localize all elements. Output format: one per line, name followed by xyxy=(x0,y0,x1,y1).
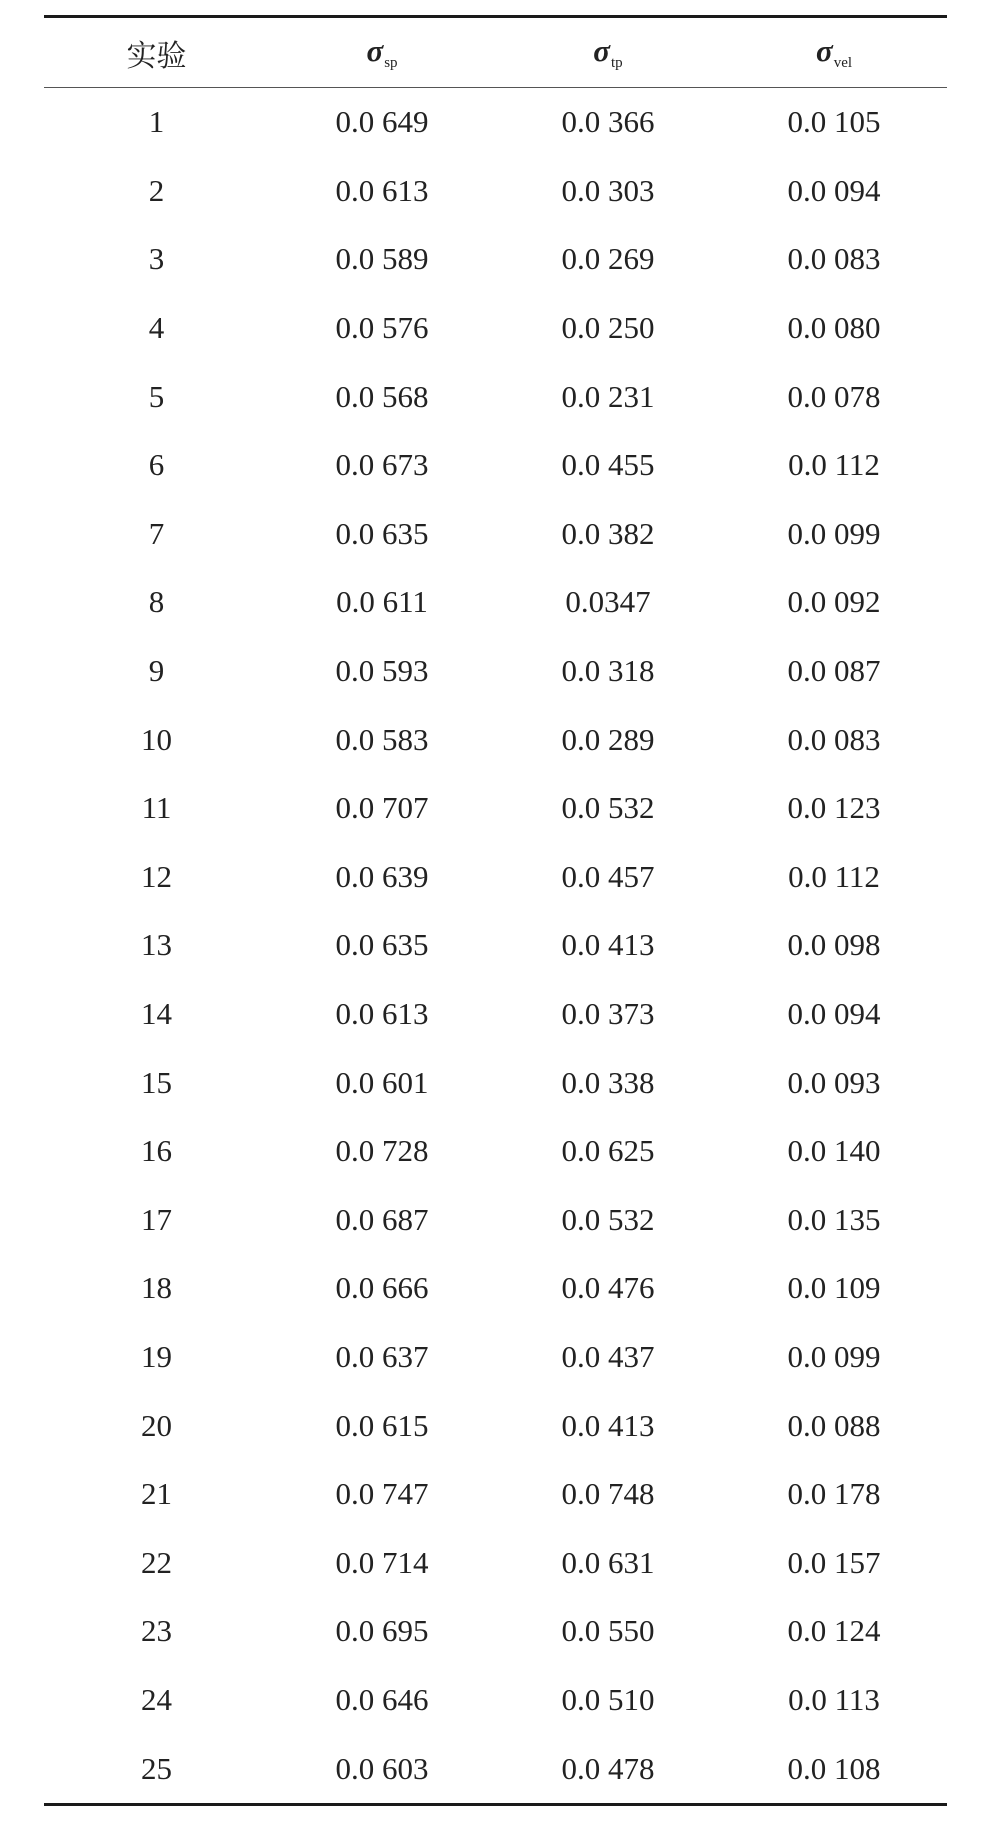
cell-sigma-vel: 0.0 123 xyxy=(787,790,881,826)
table-row xyxy=(44,88,947,157)
table-row xyxy=(44,362,947,431)
cell-sigma-tp: 0.0 476 xyxy=(561,1270,655,1306)
cell-sigma-vel: 0.0 088 xyxy=(787,1407,881,1443)
cell-sigma-vel: 0.0 087 xyxy=(787,653,881,689)
cell-experiment: 17 xyxy=(141,1201,172,1237)
cell-sigma-sp: 0.0 649 xyxy=(335,104,429,140)
cell-sigma-vel: 0.0 099 xyxy=(787,1338,881,1374)
table-row xyxy=(44,980,947,1049)
cell-sigma-vel: 0.0 105 xyxy=(787,104,881,140)
cell-sigma-tp: 0.0 478 xyxy=(561,1750,655,1786)
cell-sigma-vel: 0.0 157 xyxy=(787,1544,881,1580)
table-row xyxy=(44,1323,947,1392)
data-table-container xyxy=(44,15,947,1806)
header-sigma-sp xyxy=(269,18,495,87)
results-table xyxy=(44,18,947,87)
table-row xyxy=(44,500,947,569)
cell-sigma-tp: 0.0 437 xyxy=(561,1338,655,1374)
cell-sigma-tp: 0.0 303 xyxy=(561,172,655,208)
cell-sigma-tp: 0.0 532 xyxy=(561,1201,655,1237)
cell-experiment: 1 xyxy=(148,104,165,140)
cell-sigma-vel: 0.0 094 xyxy=(787,996,881,1032)
cell-sigma-sp: 0.0 635 xyxy=(335,927,429,963)
cell-experiment: 16 xyxy=(141,1133,172,1169)
cell-sigma-vel: 0.0 124 xyxy=(787,1613,881,1649)
table-row xyxy=(44,1186,947,1255)
table-row xyxy=(44,1254,947,1323)
cell-sigma-tp: 0.0 413 xyxy=(561,927,655,963)
cell-sigma-tp: 0.0 748 xyxy=(561,1476,655,1512)
cell-sigma-sp: 0.0 707 xyxy=(335,790,429,826)
cell-sigma-sp: 0.0 714 xyxy=(335,1544,429,1580)
cell-experiment: 12 xyxy=(141,858,172,894)
cell-experiment: 8 xyxy=(148,584,165,620)
header-experiment-label: 实验 xyxy=(126,38,187,74)
table-row xyxy=(44,774,947,843)
cell-sigma-vel: 0.0 112 xyxy=(788,858,880,894)
cell-sigma-sp: 0.0 687 xyxy=(335,1201,429,1237)
cell-sigma-vel: 0.0 108 xyxy=(787,1750,881,1786)
cell-sigma-sp: 0.0 593 xyxy=(335,653,429,689)
cell-sigma-sp: 0.0 747 xyxy=(335,1476,429,1512)
cell-sigma-tp: 0.0 550 xyxy=(561,1613,655,1649)
table-row xyxy=(44,1597,947,1666)
table-row xyxy=(44,843,947,912)
header-sigma-tp xyxy=(495,18,721,87)
cell-sigma-vel: 0.0 112 xyxy=(788,447,880,483)
header-sigma-sp-symbol: σ xyxy=(366,33,384,68)
cell-sigma-sp: 0.0 666 xyxy=(335,1270,429,1306)
cell-experiment: 15 xyxy=(141,1064,172,1100)
cell-experiment: 2 xyxy=(148,172,165,208)
cell-experiment: 22 xyxy=(141,1544,172,1580)
cell-sigma-vel: 0.0 094 xyxy=(787,172,881,208)
cell-sigma-tp: 0.0 625 xyxy=(561,1133,655,1169)
cell-sigma-sp: 0.0 613 xyxy=(335,172,429,208)
cell-sigma-sp: 0.0 568 xyxy=(335,378,429,414)
cell-sigma-sp: 0.0 728 xyxy=(335,1133,429,1169)
cell-experiment: 6 xyxy=(148,447,165,483)
cell-sigma-sp: 0.0 646 xyxy=(335,1681,429,1717)
cell-sigma-sp: 0.0 635 xyxy=(335,515,429,551)
cell-sigma-vel: 0.0 098 xyxy=(787,927,881,963)
cell-experiment: 19 xyxy=(141,1338,172,1374)
table-row xyxy=(44,294,947,363)
header-sigma-tp-subscript: tp xyxy=(611,55,623,71)
cell-sigma-tp: 0.0 510 xyxy=(561,1681,655,1717)
header-sigma-vel-subscript: vel xyxy=(833,55,853,71)
cell-sigma-vel: 0.0 113 xyxy=(788,1681,880,1717)
cell-experiment: 14 xyxy=(141,996,172,1032)
cell-experiment: 5 xyxy=(148,378,165,414)
cell-experiment: 4 xyxy=(148,310,165,346)
results-table-body xyxy=(44,88,947,1803)
table-row xyxy=(44,1666,947,1735)
cell-sigma-tp: 0.0 250 xyxy=(561,310,655,346)
cell-sigma-tp: 0.0 457 xyxy=(561,858,655,894)
header-sigma-tp-symbol: σ xyxy=(593,33,611,68)
cell-experiment: 10 xyxy=(141,721,172,757)
header-sigma-sp-subscript: sp xyxy=(384,55,398,71)
cell-sigma-vel: 0.0 080 xyxy=(787,310,881,346)
cell-sigma-sp: 0.0 576 xyxy=(335,310,429,346)
table-row xyxy=(44,1391,947,1460)
table-bottom-rule xyxy=(44,1803,947,1806)
cell-experiment: 21 xyxy=(141,1476,172,1512)
table-row xyxy=(44,568,947,637)
cell-sigma-sp: 0.0 589 xyxy=(335,241,429,277)
cell-sigma-vel: 0.0 135 xyxy=(787,1201,881,1237)
cell-sigma-tp: 0.0 532 xyxy=(561,790,655,826)
cell-sigma-sp: 0.0 637 xyxy=(335,1338,429,1374)
cell-sigma-tp: 0.0 318 xyxy=(561,653,655,689)
cell-sigma-sp: 0.0 601 xyxy=(335,1064,429,1100)
cell-experiment: 7 xyxy=(148,515,165,551)
cell-sigma-tp: 0.0 413 xyxy=(561,1407,655,1443)
table-row xyxy=(44,225,947,294)
cell-sigma-vel: 0.0 093 xyxy=(787,1064,881,1100)
cell-experiment: 3 xyxy=(148,241,165,277)
cell-sigma-sp: 0.0 673 xyxy=(335,447,429,483)
cell-sigma-vel: 0.0 099 xyxy=(787,515,881,551)
table-row xyxy=(44,637,947,706)
cell-experiment: 24 xyxy=(141,1681,172,1717)
table-row xyxy=(44,431,947,500)
cell-sigma-vel: 0.0 178 xyxy=(787,1476,881,1512)
cell-sigma-vel: 0.0 083 xyxy=(787,241,881,277)
table-row xyxy=(44,1460,947,1529)
table-row xyxy=(44,705,947,774)
header-row xyxy=(44,18,947,87)
cell-experiment: 13 xyxy=(141,927,172,963)
table-body xyxy=(44,88,947,1803)
header-experiment xyxy=(44,18,269,87)
cell-sigma-tp: 0.0 289 xyxy=(561,721,655,757)
cell-sigma-sp: 0.0 615 xyxy=(335,1407,429,1443)
cell-sigma-tp: 0.0 455 xyxy=(561,447,655,483)
cell-sigma-tp: 0.0347 xyxy=(565,584,651,620)
cell-sigma-sp: 0.0 639 xyxy=(335,858,429,894)
cell-sigma-sp: 0.0 613 xyxy=(335,996,429,1032)
cell-sigma-vel: 0.0 078 xyxy=(787,378,881,414)
cell-experiment: 25 xyxy=(141,1750,172,1786)
header-sigma-vel-symbol: σ xyxy=(815,33,833,68)
cell-sigma-vel: 0.0 140 xyxy=(787,1133,881,1169)
cell-sigma-tp: 0.0 231 xyxy=(561,378,655,414)
table-row xyxy=(44,1734,947,1803)
cell-experiment: 9 xyxy=(148,653,165,689)
table-header xyxy=(44,18,947,87)
cell-experiment: 18 xyxy=(141,1270,172,1306)
cell-sigma-vel: 0.0 092 xyxy=(787,584,881,620)
cell-sigma-tp: 0.0 338 xyxy=(561,1064,655,1100)
header-sigma-vel xyxy=(721,18,947,87)
cell-sigma-tp: 0.0 366 xyxy=(561,104,655,140)
cell-sigma-tp: 0.0 631 xyxy=(561,1544,655,1580)
table-row xyxy=(44,1528,947,1597)
cell-sigma-sp: 0.0 603 xyxy=(335,1750,429,1786)
table-row xyxy=(44,1048,947,1117)
cell-sigma-vel: 0.0 109 xyxy=(787,1270,881,1306)
table-row xyxy=(44,911,947,980)
cell-experiment: 23 xyxy=(141,1613,172,1649)
table-row xyxy=(44,157,947,226)
table-row xyxy=(44,1117,947,1186)
cell-sigma-sp: 0.0 583 xyxy=(335,721,429,757)
cell-sigma-sp: 0.0 611 xyxy=(336,584,428,620)
cell-experiment: 20 xyxy=(141,1407,172,1443)
cell-sigma-tp: 0.0 269 xyxy=(561,241,655,277)
cell-sigma-tp: 0.0 382 xyxy=(561,515,655,551)
cell-sigma-vel: 0.0 083 xyxy=(787,721,881,757)
cell-experiment: 11 xyxy=(141,790,172,826)
cell-sigma-tp: 0.0 373 xyxy=(561,996,655,1032)
cell-sigma-sp: 0.0 695 xyxy=(335,1613,429,1649)
